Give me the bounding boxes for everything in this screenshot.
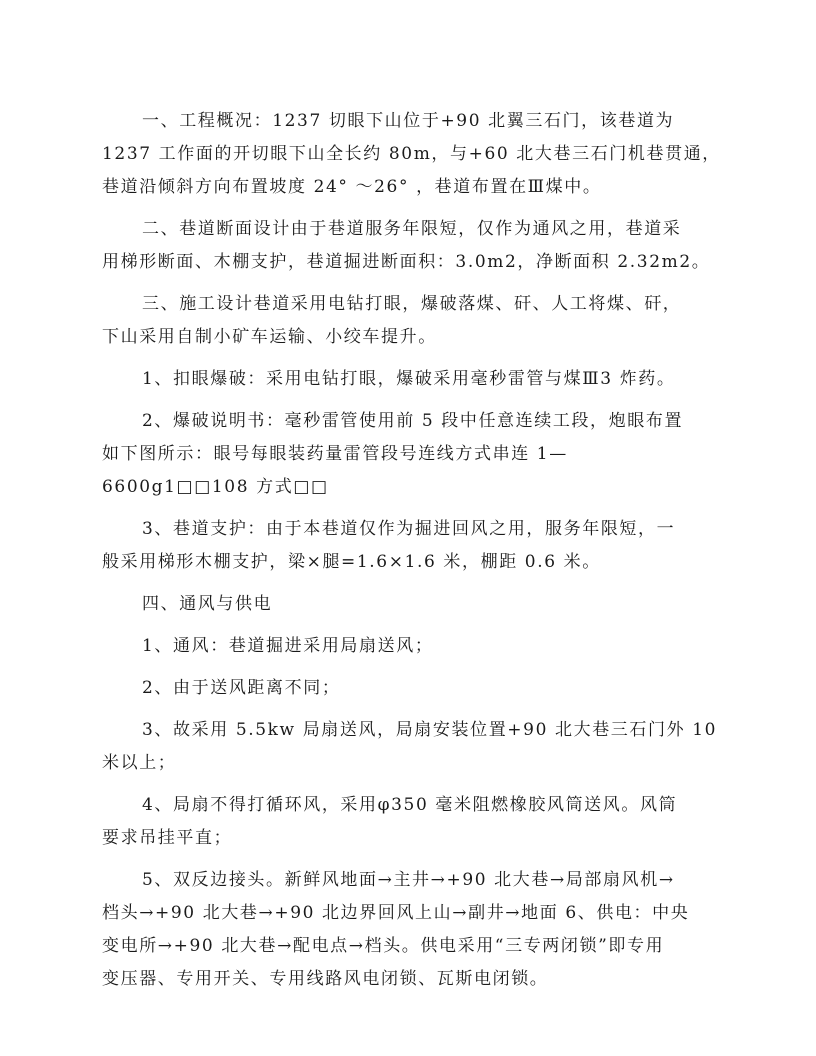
text-line: 下山采用自制小矿车运输、小绞车提升。 xyxy=(102,327,437,347)
text-line: 1237 工作面的开切眼下山全长约 80m，与+60 北大巷三石门机巷贯通， xyxy=(102,144,721,164)
text-line: 般采用梯形木棚支护，梁×腿=1.6×1.6 米，棚距 0.6 米。 xyxy=(102,552,601,572)
paragraph-section-design xyxy=(102,213,718,279)
text-line: 2、爆破说明书：毫秒雷管使用前 5 段中任意连续工段，炮眼布置 xyxy=(142,411,684,431)
paragraph-overview xyxy=(102,105,721,204)
paragraph-construction-design xyxy=(102,288,718,354)
text-line: 如下图所示：眼号每眼装药量雷管段号连线方式串连 1— xyxy=(102,444,568,464)
heading-ventilation-power xyxy=(102,588,718,621)
text-line: 三、施工设计巷道采用电钻打眼，爆破落煤、矸、人工将煤、矸， xyxy=(142,294,682,314)
paragraph-ventilation xyxy=(102,630,718,663)
paragraph-distance xyxy=(102,672,718,705)
text-line: 变电所→+90 北大巷→配电点→档头。供电采用“三专两闭锁”即专用 xyxy=(102,936,665,956)
paragraph-roadway-support xyxy=(102,513,718,579)
text-line: 用梯形断面、木棚支护，巷道掘进断面积：3.0m2，净断面积 2.32m2。 xyxy=(102,252,711,272)
text-line: 二、巷道断面设计由于巷道服务年限短，仅作为通风之用，巷道采 xyxy=(142,219,682,239)
text-line: 变压器、专用开关、专用线路风电闭锁、瓦斯电闭锁。 xyxy=(102,969,549,989)
text-line: 1、通风：巷道掘进采用局扇送风； xyxy=(142,636,434,656)
text-line: 要求吊挂平直； xyxy=(102,828,233,848)
text-line: 一、工程概况：1237 切眼下山位于+90 北翼三石门，该巷道为 xyxy=(142,111,675,131)
text-line: 3、巷道支护：由于本巷道仅作为掘进回风之用，服务年限短，一 xyxy=(142,519,676,539)
text-line: 4、局扇不得打循环风，采用φ350 毫米阻燃橡胶风筒送风。风筒 xyxy=(142,795,678,815)
text-line: 四、通风与供电 xyxy=(142,594,273,614)
text-line: 5、双反边接头。新鲜风地面→主井→+90 北大巷→局部扇风机→ xyxy=(142,870,675,890)
paragraph-fan-duct xyxy=(102,789,718,855)
paragraph-fan-position xyxy=(102,714,718,780)
paragraph-blasting xyxy=(102,363,718,396)
text-line: 3、故采用 5.5kw 局扇送风，局扇安装位置+90 北大巷三石门外 10 xyxy=(142,720,718,740)
text-line: 档头→+90 北大巷→+90 北边界回风上山→副井→地面 6、供电：中央 xyxy=(102,903,690,923)
document-page xyxy=(102,105,721,1005)
text-line: 6600g1□□108 方式□□ xyxy=(102,477,329,497)
paragraph-blasting-instructions xyxy=(102,405,718,504)
paragraph-airflow-power xyxy=(102,864,718,996)
text-line: 米以上； xyxy=(102,753,177,773)
text-line: 2、由于送风距离不同； xyxy=(142,678,341,698)
text-line: 1、扣眼爆破：采用电钻打眼，爆破采用毫秒雷管与煤Ⅲ3 炸药。 xyxy=(142,369,676,389)
text-line: 巷道沿倾斜方向布置坡度 24° ～26° ，巷道布置在Ⅲ煤中。 xyxy=(102,177,602,197)
